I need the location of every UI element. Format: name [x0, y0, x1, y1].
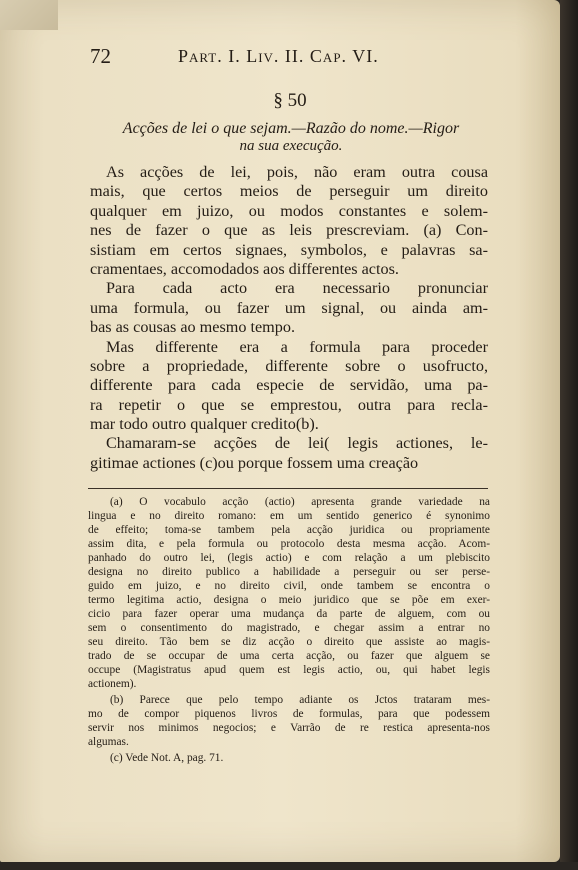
body-line: As acções de lei, pois, não eram outra cousa — [106, 163, 488, 181]
footnote-line: sem o consentimento do magistrado, e chegar assim a entrar no — [88, 622, 490, 634]
section-title-line-1: Acções de lei o que sejam.—Razão do nome.—Rigor — [122, 120, 460, 137]
body-line: sobre a propriedade, differente sobre o usofructo, — [90, 356, 488, 375]
footnote-line: lingua e no direito romano: em um sentido generico é synonimo — [88, 510, 490, 522]
book-edge — [560, 0, 578, 862]
body-line: Para cada acto era necessario pronunciar — [106, 279, 488, 298]
footnote-line: servir nos minimos negocios; e Varrão de re restica apresenta-nos — [88, 722, 490, 734]
body-line: Mas differente era a formula para proceder — [106, 337, 488, 356]
footnotes — [88, 495, 490, 767]
footnote-line: termo legitima actio, designa o meio juridico que se põe em exer- — [88, 594, 490, 606]
footnote-line: guido em juizo, e no direito civil, onde tambem se encontra o — [88, 580, 490, 592]
body-line: sistiam em certos signaes, symbolos, e palavras sa- — [90, 240, 488, 259]
footnote-line: (c) Vede Not. A, pag. 71. — [110, 752, 224, 764]
body-line: gitimae actiones (c)ou porque fossem uma creação — [90, 453, 419, 472]
section-number: § 50 — [273, 90, 307, 111]
footnote-line: de effeito; toma-se tambem pela acção juridica ou propriamente — [88, 524, 490, 536]
body-line: differente para cada especie de servidão, uma pa- — [90, 376, 488, 395]
footnote-line: (a) O vocabulo acção (actio) apresenta grande variedade na — [110, 496, 490, 508]
page-number: 72 — [90, 44, 111, 68]
body-line: nes de fazer o que as leis prescreviam. (a) Con- — [90, 221, 488, 240]
footnote-line: assim dita, e pela formula ou protocolo desta mesma acção. Acom- — [88, 538, 490, 550]
body-line: uma formula, ou fazer um signal, ou ainda am- — [90, 298, 488, 317]
footnote-line: actionem). — [88, 678, 137, 690]
page-corner-fold — [0, 0, 58, 30]
footnote-divider — [88, 488, 488, 489]
footnote-line: occupe (Magistratus apud quem est legis actio, ou, qui habet legis — [88, 664, 490, 676]
body-line: Chamaram-se acções de lei( legis actiones, le- — [106, 434, 488, 453]
footnote-line: algumas. — [88, 736, 129, 748]
section-title-line-2: na sua execução. — [239, 138, 343, 154]
body-line: ra repetir o que se emprestou, outra para recla- — [90, 395, 488, 414]
body-text — [90, 163, 488, 473]
body-line: cramentaes, accomodados aos differentes actos. — [90, 259, 399, 278]
footnote-line: cicio para fazer operar uma mudança da parte de alguem, com ou — [88, 608, 490, 620]
footnote-line: panhado do outro lei, (legis actio) e com relação a um plebiscito — [88, 552, 490, 564]
body-line: mar todo outro qualquer credito(b). — [90, 415, 319, 434]
footnote-line: (b) Parece que pelo tempo adiante os Jctos trataram mes- — [110, 694, 490, 706]
body-line: bas as cousas ao mesmo tempo. — [90, 318, 295, 337]
page-header — [90, 44, 500, 70]
body-line: qualquer em juizo, ou modos constantes e solem- — [90, 201, 488, 220]
running-title: Part. I. Liv. II. Cap. VI. — [178, 46, 379, 66]
body-line: mais, que certos meios de perseguir um direito — [90, 182, 488, 201]
footnote-line: trado de se occupar de uma certa acção, ou fazer que alguem se — [88, 650, 490, 662]
footnote-line: seu direito. Tão bem se diz acção o direito que assiste ao magis- — [88, 636, 490, 648]
footnote-line: mo de compor piquenos livros de formulas, para que podessem — [88, 708, 490, 720]
footnote-line: designa no direito publico a habilidade a perseguir ou ser perse- — [88, 566, 490, 578]
